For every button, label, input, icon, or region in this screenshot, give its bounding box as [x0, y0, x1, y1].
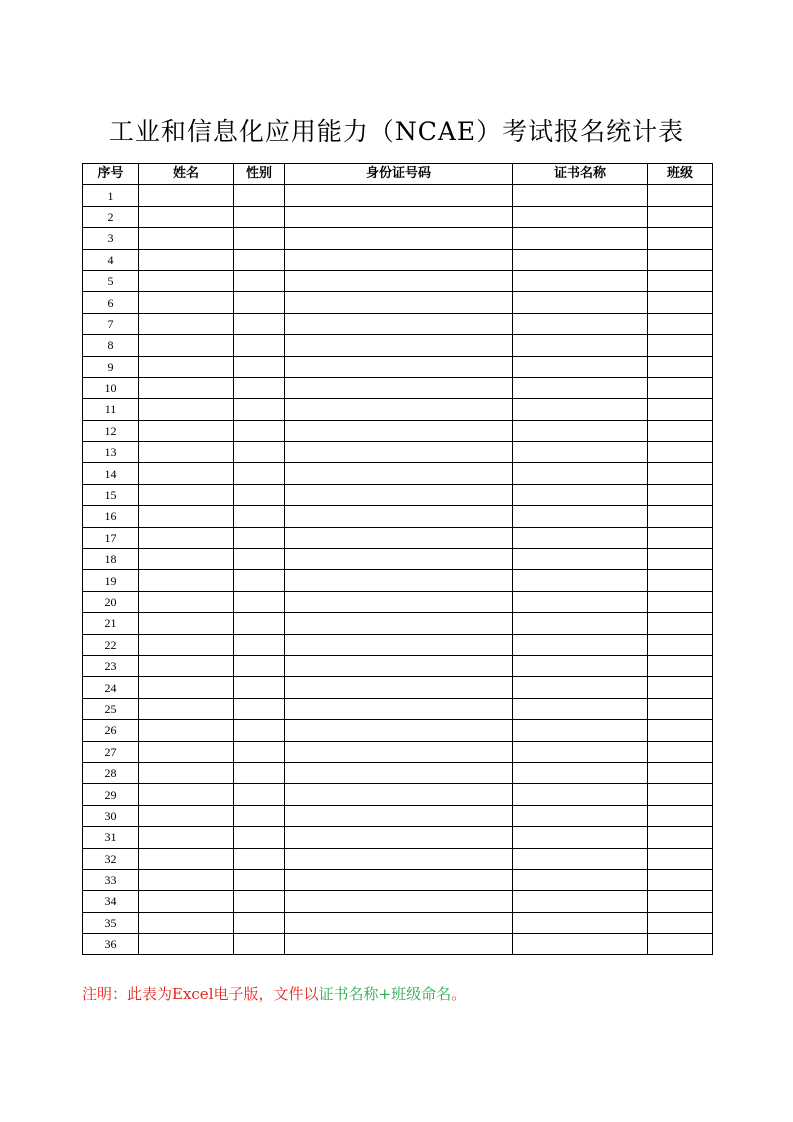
certificate-cell[interactable] — [513, 912, 648, 933]
row-serial: 1 — [83, 185, 139, 206]
id-number-cell[interactable] — [285, 442, 513, 463]
id-number-cell[interactable] — [285, 506, 513, 527]
gender-cell[interactable] — [234, 570, 285, 591]
certificate-cell[interactable] — [513, 399, 648, 420]
row-serial: 31 — [83, 827, 139, 848]
name-cell[interactable] — [139, 934, 234, 955]
id-number-cell[interactable] — [285, 313, 513, 334]
name-cell[interactable] — [139, 506, 234, 527]
table-row — [83, 784, 713, 805]
table-row — [83, 762, 713, 783]
certificate-cell[interactable] — [513, 506, 648, 527]
class-cell[interactable] — [648, 741, 713, 762]
id-number-cell[interactable] — [285, 270, 513, 291]
certificate-cell[interactable] — [513, 463, 648, 484]
gender-cell[interactable] — [234, 613, 285, 634]
certificate-cell[interactable] — [513, 377, 648, 398]
gender-cell[interactable] — [234, 420, 285, 441]
class-cell[interactable] — [648, 228, 713, 249]
certificate-cell[interactable] — [513, 698, 648, 719]
gender-cell[interactable] — [234, 335, 285, 356]
id-number-cell[interactable] — [285, 869, 513, 890]
name-cell[interactable] — [139, 313, 234, 334]
name-cell[interactable] — [139, 442, 234, 463]
row-serial: 21 — [83, 613, 139, 634]
table-row — [83, 827, 713, 848]
row-serial: 9 — [83, 356, 139, 377]
name-cell[interactable] — [139, 463, 234, 484]
row-serial: 22 — [83, 634, 139, 655]
table-row — [83, 249, 713, 270]
class-cell[interactable] — [648, 848, 713, 869]
id-number-cell[interactable] — [285, 698, 513, 719]
row-serial: 36 — [83, 934, 139, 955]
name-cell[interactable] — [139, 698, 234, 719]
table-row — [83, 463, 713, 484]
name-cell[interactable] — [139, 741, 234, 762]
gender-cell[interactable] — [234, 206, 285, 227]
row-serial: 11 — [83, 399, 139, 420]
id-number-cell[interactable] — [285, 228, 513, 249]
id-number-cell[interactable] — [285, 827, 513, 848]
name-cell[interactable] — [139, 399, 234, 420]
row-serial: 4 — [83, 249, 139, 270]
gender-cell[interactable] — [234, 442, 285, 463]
certificate-cell[interactable] — [513, 356, 648, 377]
name-cell[interactable] — [139, 784, 234, 805]
gender-cell[interactable] — [234, 591, 285, 612]
name-cell[interactable] — [139, 848, 234, 869]
gender-cell[interactable] — [234, 912, 285, 933]
row-serial: 32 — [83, 848, 139, 869]
header-id-number: 身份证号码 — [285, 164, 513, 185]
gender-cell[interactable] — [234, 292, 285, 313]
table-row — [83, 591, 713, 612]
gender-cell[interactable] — [234, 249, 285, 270]
certificate-cell[interactable] — [513, 591, 648, 612]
id-number-cell[interactable] — [285, 784, 513, 805]
gender-cell[interactable] — [234, 784, 285, 805]
name-cell[interactable] — [139, 484, 234, 505]
table-row — [83, 356, 713, 377]
name-cell[interactable] — [139, 720, 234, 741]
class-cell[interactable] — [648, 292, 713, 313]
row-serial: 2 — [83, 206, 139, 227]
id-number-cell[interactable] — [285, 249, 513, 270]
certificate-cell[interactable] — [513, 527, 648, 548]
class-cell[interactable] — [648, 249, 713, 270]
class-cell[interactable] — [648, 655, 713, 676]
certificate-cell[interactable] — [513, 827, 648, 848]
row-serial: 14 — [83, 463, 139, 484]
header-gender: 性别 — [234, 164, 285, 185]
table-row — [83, 335, 713, 356]
id-number-cell[interactable] — [285, 655, 513, 676]
table-row — [83, 506, 713, 527]
name-cell[interactable] — [139, 869, 234, 890]
id-number-cell[interactable] — [285, 463, 513, 484]
row-serial: 29 — [83, 784, 139, 805]
gender-cell[interactable] — [234, 869, 285, 890]
id-number-cell[interactable] — [285, 185, 513, 206]
footnote-highlight: 证书名称+班级命名 — [318, 985, 452, 1003]
table-row — [83, 613, 713, 634]
row-serial: 7 — [83, 313, 139, 334]
table-row — [83, 720, 713, 741]
id-number-cell[interactable] — [285, 848, 513, 869]
table-row — [83, 934, 713, 955]
class-cell[interactable] — [648, 399, 713, 420]
row-serial: 12 — [83, 420, 139, 441]
class-cell[interactable] — [648, 720, 713, 741]
name-cell[interactable] — [139, 292, 234, 313]
id-number-cell[interactable] — [285, 741, 513, 762]
id-number-cell[interactable] — [285, 420, 513, 441]
table-row — [83, 313, 713, 334]
class-cell[interactable] — [648, 784, 713, 805]
gender-cell[interactable] — [234, 698, 285, 719]
row-serial: 35 — [83, 912, 139, 933]
footnote-prefix: 注明：此表为Excel电子版，文件以 — [82, 985, 319, 1003]
table-row — [83, 891, 713, 912]
class-cell[interactable] — [648, 313, 713, 334]
id-number-cell[interactable] — [285, 292, 513, 313]
class-cell[interactable] — [648, 484, 713, 505]
certificate-cell[interactable] — [513, 891, 648, 912]
name-cell[interactable] — [139, 805, 234, 826]
certificate-cell[interactable] — [513, 784, 648, 805]
table-row — [83, 677, 713, 698]
id-number-cell[interactable] — [285, 613, 513, 634]
class-cell[interactable] — [648, 591, 713, 612]
gender-cell[interactable] — [234, 356, 285, 377]
gender-cell[interactable] — [234, 762, 285, 783]
table-row — [83, 655, 713, 676]
footnote — [82, 983, 466, 1004]
header-name: 姓名 — [139, 164, 234, 185]
row-serial: 20 — [83, 591, 139, 612]
class-cell[interactable] — [648, 891, 713, 912]
id-number-cell[interactable] — [285, 677, 513, 698]
certificate-cell[interactable] — [513, 420, 648, 441]
class-cell[interactable] — [648, 827, 713, 848]
row-serial: 10 — [83, 377, 139, 398]
gender-cell[interactable] — [234, 377, 285, 398]
class-cell[interactable] — [648, 912, 713, 933]
gender-cell[interactable] — [234, 655, 285, 676]
table-row — [83, 442, 713, 463]
table-row — [83, 399, 713, 420]
table-row — [83, 484, 713, 505]
class-cell[interactable] — [648, 549, 713, 570]
row-serial: 33 — [83, 869, 139, 890]
class-cell[interactable] — [648, 869, 713, 890]
row-serial: 15 — [83, 484, 139, 505]
row-serial: 23 — [83, 655, 139, 676]
row-serial: 19 — [83, 570, 139, 591]
table-row — [83, 848, 713, 869]
page-title: 工业和信息化应用能力（NCAE）考试报名统计表 — [108, 117, 685, 146]
certificate-cell[interactable] — [513, 848, 648, 869]
certificate-cell[interactable] — [513, 313, 648, 334]
gender-cell[interactable] — [234, 634, 285, 655]
id-number-cell[interactable] — [285, 549, 513, 570]
class-cell[interactable] — [648, 420, 713, 441]
certificate-cell[interactable] — [513, 570, 648, 591]
table-row — [83, 805, 713, 826]
class-cell[interactable] — [648, 185, 713, 206]
row-serial: 13 — [83, 442, 139, 463]
gender-cell[interactable] — [234, 891, 285, 912]
certificate-cell[interactable] — [513, 484, 648, 505]
gender-cell[interactable] — [234, 399, 285, 420]
table-row — [83, 228, 713, 249]
certificate-cell[interactable] — [513, 869, 648, 890]
id-number-cell[interactable] — [285, 634, 513, 655]
name-cell[interactable] — [139, 912, 234, 933]
certificate-cell[interactable] — [513, 934, 648, 955]
table-row — [83, 185, 713, 206]
name-cell[interactable] — [139, 527, 234, 548]
certificate-cell[interactable] — [513, 249, 648, 270]
class-cell[interactable] — [648, 377, 713, 398]
gender-cell[interactable] — [234, 848, 285, 869]
certificate-cell[interactable] — [513, 292, 648, 313]
name-cell[interactable] — [139, 827, 234, 848]
class-cell[interactable] — [648, 762, 713, 783]
gender-cell[interactable] — [234, 805, 285, 826]
gender-cell[interactable] — [234, 506, 285, 527]
class-cell[interactable] — [648, 442, 713, 463]
gender-cell[interactable] — [234, 484, 285, 505]
name-cell[interactable] — [139, 570, 234, 591]
id-number-cell[interactable] — [285, 377, 513, 398]
name-cell[interactable] — [139, 270, 234, 291]
row-serial: 34 — [83, 891, 139, 912]
name-cell[interactable] — [139, 185, 234, 206]
row-serial: 18 — [83, 549, 139, 570]
table-row — [83, 570, 713, 591]
footnote-suffix: 。 — [451, 985, 467, 1003]
class-cell[interactable] — [648, 634, 713, 655]
class-cell[interactable] — [648, 356, 713, 377]
gender-cell[interactable] — [234, 463, 285, 484]
header-certificate: 证书名称 — [513, 164, 648, 185]
gender-cell[interactable] — [234, 934, 285, 955]
table-row — [83, 377, 713, 398]
class-cell[interactable] — [648, 805, 713, 826]
row-serial: 5 — [83, 270, 139, 291]
gender-cell[interactable] — [234, 549, 285, 570]
certificate-cell[interactable] — [513, 720, 648, 741]
table-row — [83, 634, 713, 655]
gender-cell[interactable] — [234, 313, 285, 334]
name-cell[interactable] — [139, 228, 234, 249]
row-serial: 27 — [83, 741, 139, 762]
table-row — [83, 270, 713, 291]
name-cell[interactable] — [139, 634, 234, 655]
row-serial: 30 — [83, 805, 139, 826]
gender-cell[interactable] — [234, 270, 285, 291]
gender-cell[interactable] — [234, 228, 285, 249]
name-cell[interactable] — [139, 249, 234, 270]
registration-table — [82, 163, 713, 955]
certificate-cell[interactable] — [513, 335, 648, 356]
gender-cell[interactable] — [234, 677, 285, 698]
name-cell[interactable] — [139, 655, 234, 676]
certificate-cell[interactable] — [513, 805, 648, 826]
row-serial: 8 — [83, 335, 139, 356]
id-number-cell[interactable] — [285, 399, 513, 420]
table-header-row — [83, 164, 713, 185]
id-number-cell[interactable] — [285, 912, 513, 933]
class-cell[interactable] — [648, 463, 713, 484]
certificate-cell[interactable] — [513, 655, 648, 676]
id-number-cell[interactable] — [285, 891, 513, 912]
name-cell[interactable] — [139, 891, 234, 912]
class-cell[interactable] — [648, 527, 713, 548]
id-number-cell[interactable] — [285, 484, 513, 505]
certificate-cell[interactable] — [513, 442, 648, 463]
table-row — [83, 549, 713, 570]
row-serial: 28 — [83, 762, 139, 783]
certificate-cell[interactable] — [513, 613, 648, 634]
id-number-cell[interactable] — [285, 356, 513, 377]
id-number-cell[interactable] — [285, 570, 513, 591]
certificate-cell[interactable] — [513, 185, 648, 206]
name-cell[interactable] — [139, 591, 234, 612]
name-cell[interactable] — [139, 762, 234, 783]
gender-cell[interactable] — [234, 720, 285, 741]
table-row — [83, 420, 713, 441]
name-cell[interactable] — [139, 420, 234, 441]
name-cell[interactable] — [139, 677, 234, 698]
class-cell[interactable] — [648, 206, 713, 227]
id-number-cell[interactable] — [285, 934, 513, 955]
certificate-cell[interactable] — [513, 762, 648, 783]
table-row — [83, 527, 713, 548]
table-row — [83, 698, 713, 719]
certificate-cell[interactable] — [513, 634, 648, 655]
row-serial: 25 — [83, 698, 139, 719]
row-serial: 26 — [83, 720, 139, 741]
header-class: 班级 — [648, 164, 713, 185]
certificate-cell[interactable] — [513, 677, 648, 698]
class-cell[interactable] — [648, 677, 713, 698]
table-row — [83, 869, 713, 890]
id-number-cell[interactable] — [285, 335, 513, 356]
gender-cell[interactable] — [234, 827, 285, 848]
certificate-cell[interactable] — [513, 741, 648, 762]
table-row — [83, 292, 713, 313]
id-number-cell[interactable] — [285, 720, 513, 741]
name-cell[interactable] — [139, 335, 234, 356]
row-serial: 16 — [83, 506, 139, 527]
table-row — [83, 206, 713, 227]
class-cell[interactable] — [648, 934, 713, 955]
id-number-cell[interactable] — [285, 591, 513, 612]
class-cell[interactable] — [648, 335, 713, 356]
row-serial: 6 — [83, 292, 139, 313]
table-row — [83, 741, 713, 762]
gender-cell[interactable] — [234, 741, 285, 762]
certificate-cell[interactable] — [513, 549, 648, 570]
certificate-cell[interactable] — [513, 228, 648, 249]
class-cell[interactable] — [648, 570, 713, 591]
class-cell[interactable] — [648, 613, 713, 634]
name-cell[interactable] — [139, 613, 234, 634]
gender-cell[interactable] — [234, 185, 285, 206]
header-serial: 序号 — [83, 164, 139, 185]
name-cell[interactable] — [139, 377, 234, 398]
name-cell[interactable] — [139, 356, 234, 377]
certificate-cell[interactable] — [513, 270, 648, 291]
gender-cell[interactable] — [234, 527, 285, 548]
row-serial: 24 — [83, 677, 139, 698]
id-number-cell[interactable] — [285, 527, 513, 548]
id-number-cell[interactable] — [285, 762, 513, 783]
row-serial: 3 — [83, 228, 139, 249]
id-number-cell[interactable] — [285, 805, 513, 826]
certificate-cell[interactable] — [513, 206, 648, 227]
table-row — [83, 912, 713, 933]
class-cell[interactable] — [648, 698, 713, 719]
name-cell[interactable] — [139, 549, 234, 570]
row-serial: 17 — [83, 527, 139, 548]
id-number-cell[interactable] — [285, 206, 513, 227]
name-cell[interactable] — [139, 206, 234, 227]
class-cell[interactable] — [648, 270, 713, 291]
class-cell[interactable] — [648, 506, 713, 527]
